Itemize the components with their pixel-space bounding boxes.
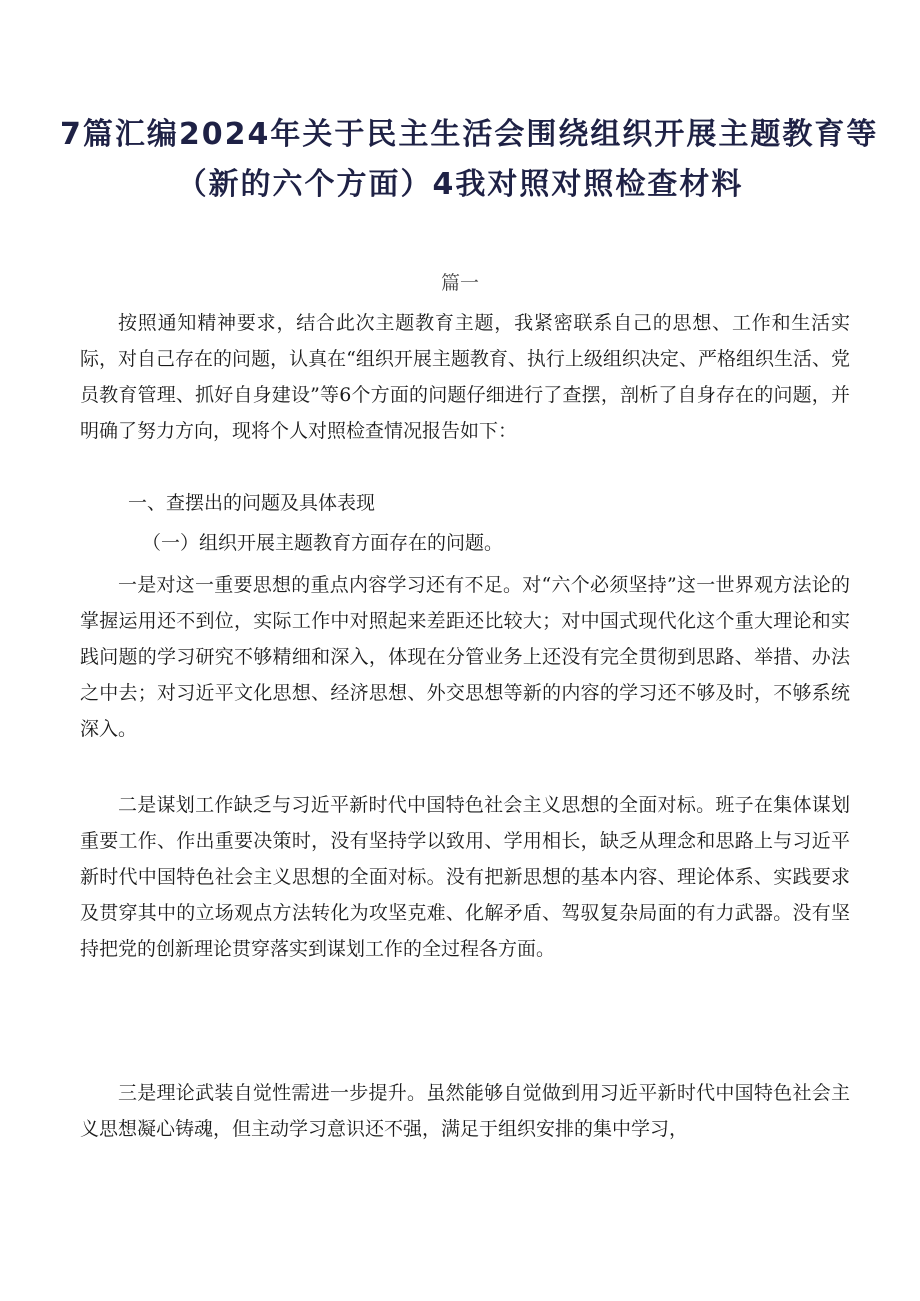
section-label: 篇一: [440, 272, 479, 294]
document-title: [60, 110, 879, 210]
subheading-1: （一）组织开展主题教育方面存在的问题。: [142, 532, 504, 554]
heading-1: 一、查摆出的问题及具体表现: [128, 492, 376, 514]
point-1-paragraph: 一是对这一重要思想的重点内容学习还有不足。对“六个必须坚持”这一世界观方法论的掌握运用还不到位，实际工作中对照起来差距还比较大；对中国式现代化这个重大理论和实践问题的学习研究不够精细和深入，体现在分管业务上还没有完全贯彻到思路、举措、办法之中去；对习近平文化思想、经济思想、外交思想等新的内容的学习还不够及时，不够系统深入。: [80, 574, 850, 740]
point-2-paragraph: 二是谋划工作缺乏与习近平新时代中国特色社会主义思想的全面对标。班子在集体谋划重要工作、作出重要决策时，没有坚持学以致用、学用相长，缺乏从理念和思路上与习近平新时代中国特色社会主义思想的全面对标。没有把新思想的基本内容、理论体系、实践要求及贯穿其中的立场观点方法转化为攻坚克难、化解矛盾、驾驭复杂局面的有力武器。没有坚持把党的创新理论贯穿落实到谋划工作的全过程各方面。: [80, 794, 850, 960]
intro-paragraph: 按照通知精神要求，结合此次主题教育主题，我紧密联系自己的思想、工作和生活实际，对自己存在的问题，认真在“组织开展主题教育、执行上级组织决定、严格组织生活、党员教育管理、抓好自身建设”等6个方面的问题仔细进行了查摆，剖析了自身存在的问题，并明确了努力方向，现将个人对照检查情况报告如下：: [80, 312, 850, 442]
title-line-1: 7篇汇编2024年关于民主生活会围绕组织开展主题教育等: [60, 117, 879, 152]
point-3-paragraph: 三是理论武装自觉性需进一步提升。虽然能够自觉做到用习近平新时代中国特色社会主义思想凝心铸魂，但主动学习意识还不强，满足于组织安排的集中学习，: [80, 1082, 850, 1140]
title-line-2: （新的六个方面）4我对照对照检查材料: [176, 167, 744, 202]
